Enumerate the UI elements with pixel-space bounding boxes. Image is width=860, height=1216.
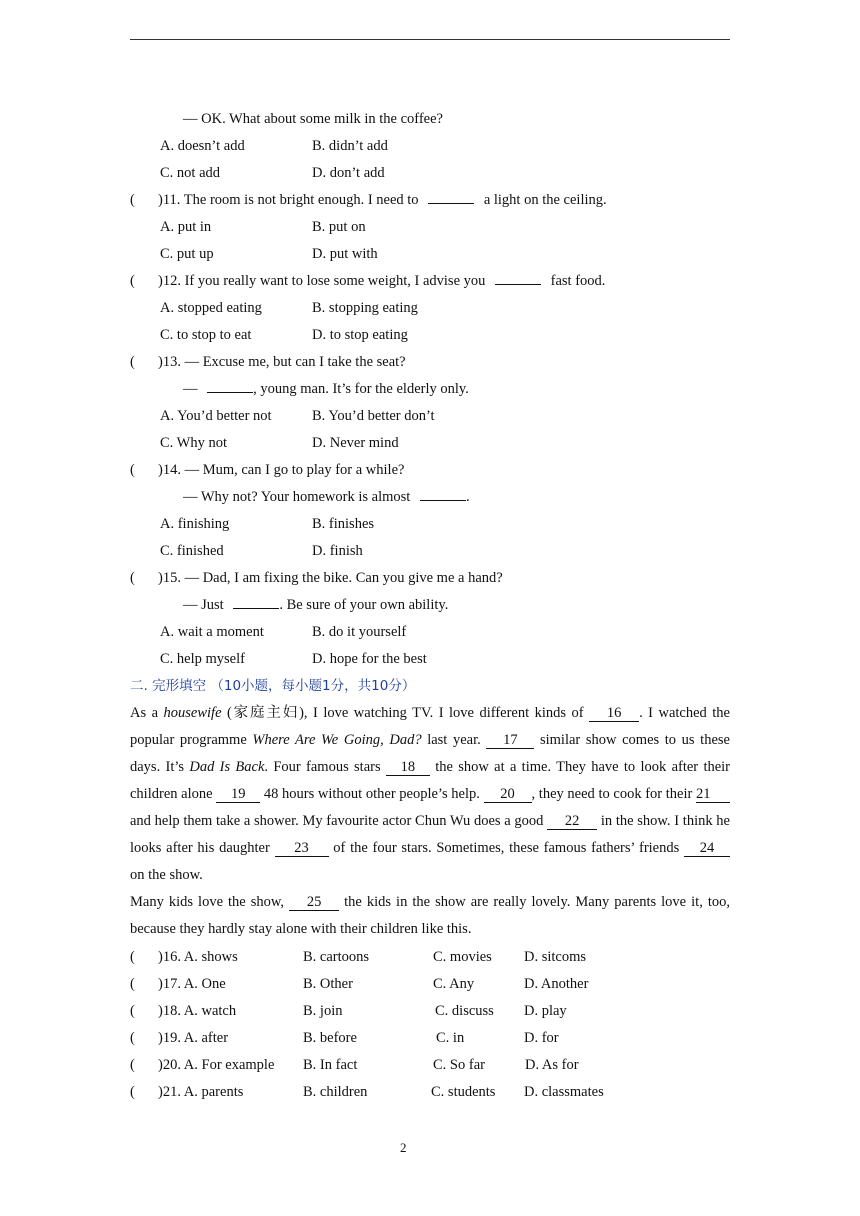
q21-option-c: C. students — [431, 1084, 496, 1100]
q12-stem — [158, 272, 605, 290]
q17-option-b: B. Other — [303, 976, 353, 992]
q16-option-d: D. sitcoms — [524, 949, 587, 965]
q21-option-a: )21. A. parents — [158, 1084, 244, 1100]
q14-option-b: B. finishes — [312, 516, 375, 532]
passage-text: 48 hours without other people’s help. — [260, 786, 484, 802]
passage-text: Many kids love the show, — [130, 894, 290, 910]
q18-option-c: C. discuss — [435, 1003, 494, 1019]
q15-line2-pre: — Just — [183, 597, 224, 613]
page-number: 2 — [400, 1140, 407, 1155]
q12-option-a: A. stopped eating — [160, 300, 262, 316]
q18-answer-paren[interactable]: ( — [130, 1003, 135, 1019]
q20-option-a: )20. A. For example — [158, 1057, 275, 1073]
q15-blank — [233, 608, 279, 609]
cloze-passage-paragraph-1 — [130, 700, 730, 889]
q17-answer-paren[interactable]: ( — [130, 976, 135, 992]
q14-option-d: D. finish — [312, 543, 363, 559]
passage-italic-housewife: housewife — [163, 705, 222, 721]
q10-option-c: C. not add — [160, 165, 221, 181]
q13-option-d: D. Never mind — [312, 435, 399, 451]
cloze-blank-17: 17 — [486, 732, 534, 749]
passage-text: , they need to cook for their — [531, 786, 697, 802]
q12-stem-post: fast food. — [550, 273, 606, 289]
q13-line-1: )13. — Excuse me, but can I take the seat? — [158, 354, 406, 370]
q13-option-c: C. Why not — [160, 435, 227, 451]
q10-option-b: B. didn’t add — [312, 138, 388, 154]
q10-dialogue-line: — OK. What about some milk in the coffee? — [183, 111, 443, 127]
q20-option-b: B. In fact — [303, 1057, 358, 1073]
q12-stem-pre: )12. If you really want to lose some weight, I advise you — [158, 273, 486, 289]
passage-text: (家庭主妇), I love watching TV. I love different kinds of — [221, 705, 590, 721]
q18-option-b: B. join — [303, 1003, 343, 1019]
q11-option-b: B. put on — [312, 219, 366, 235]
q13-blank — [207, 392, 253, 393]
q19-option-d: D. for — [524, 1030, 559, 1046]
q16-option-b: B. cartoons — [303, 949, 370, 965]
q12-answer-paren[interactable]: ( — [130, 273, 135, 289]
cloze-blank-23: 23 — [275, 840, 329, 857]
q20-option-d: D. As for — [525, 1057, 579, 1073]
q12-option-d: D. to stop eating — [312, 327, 408, 343]
cloze-blank-16: 16 — [589, 705, 639, 722]
header-rule — [130, 39, 730, 40]
q11-stem-post: a light on the ceiling. — [483, 192, 607, 208]
q14-answer-paren[interactable]: ( — [130, 462, 135, 478]
q14-line2-pre: — Why not? Your homework is almost — [183, 489, 411, 505]
q16-option-a: )16. A. shows — [158, 949, 238, 965]
q20-answer-paren[interactable]: ( — [130, 1057, 135, 1073]
q18-option-d: D. play — [524, 1003, 567, 1019]
q14-option-a: A. finishing — [160, 516, 230, 532]
q17-option-d: D. Another — [524, 976, 589, 992]
q15-answer-paren[interactable]: ( — [130, 570, 135, 586]
passage-text: . Four famous stars — [264, 759, 386, 775]
q12-blank — [495, 284, 541, 285]
q19-option-c: C. in — [436, 1030, 465, 1046]
q15-line-2 — [183, 596, 448, 614]
q10-option-a: A. doesn’t add — [160, 138, 245, 154]
q20-option-c: C. So far — [433, 1057, 485, 1073]
q13-line-2 — [183, 380, 469, 398]
q13-answer-paren[interactable]: ( — [130, 354, 135, 370]
q18-option-a: )18. A. watch — [158, 1003, 237, 1019]
q12-option-b: B. stopping eating — [312, 300, 418, 316]
passage-text: . I watched the popular programme — [130, 705, 730, 748]
cloze-blank-22: 22 — [547, 813, 597, 830]
q14-line2-post: . — [465, 489, 470, 505]
q11-option-d: D. put with — [312, 246, 378, 262]
passage-italic-show-title-2: Dad Is Back — [189, 759, 265, 775]
q11-blank — [428, 203, 474, 204]
q14-option-c: C. finished — [160, 543, 224, 559]
q14-line-1: )14. — Mum, can I go to play for a while? — [158, 462, 405, 478]
q16-option-c: C. movies — [433, 949, 492, 965]
cloze-blank-21: 21 — [696, 786, 730, 803]
q12-option-c: C. to stop to eat — [160, 327, 252, 343]
q16-answer-paren[interactable]: ( — [130, 949, 135, 965]
q21-option-d: D. classmates — [524, 1084, 604, 1100]
q13-option-a: A. You’d better not — [160, 408, 272, 424]
q10-option-d: D. don’t add — [312, 165, 385, 181]
cloze-blank-25: 25 — [289, 894, 339, 911]
cloze-blank-24: 24 — [684, 840, 730, 857]
passage-text: the kids in the show are really lovely. Many parents love it, too, because they hardly stay alone with their children like this. — [130, 894, 730, 937]
q21-option-b: B. children — [303, 1084, 368, 1100]
q15-option-d: D. hope for the best — [312, 651, 427, 667]
q13-line2-pre: — — [183, 381, 198, 397]
q14-line-2 — [183, 488, 470, 506]
q19-option-b: B. before — [303, 1030, 357, 1046]
passage-italic-show-title-1: Where Are We Going, Dad? — [252, 732, 422, 748]
q15-option-b: B. do it yourself — [312, 624, 407, 640]
passage-text: in the show. I think he looks after his daughter — [130, 813, 730, 856]
q21-answer-paren[interactable]: ( — [130, 1084, 135, 1100]
cloze-blank-18: 18 — [386, 759, 430, 776]
q11-option-a: A. put in — [160, 219, 212, 235]
q15-option-c: C. help myself — [160, 651, 245, 667]
q17-option-c: C. Any — [433, 976, 475, 992]
q15-line2-post: . Be sure of your own ability. — [279, 597, 449, 613]
passage-text: of the four stars. Sometimes, these famous fathers’ friends — [328, 840, 684, 856]
q15-line-1: )15. — Dad, I am fixing the bike. Can you give me a hand? — [158, 570, 503, 586]
passage-text: and help them take a shower. My favourite actor Chun Wu does a good — [130, 813, 548, 829]
q11-stem — [158, 191, 607, 209]
q15-option-a: A. wait a moment — [160, 624, 264, 640]
q17-option-a: )17. A. One — [158, 976, 226, 992]
passage-text: the show at a time. They have to look after their children alone — [130, 759, 731, 802]
q11-option-c: C. put up — [160, 246, 214, 262]
q11-answer-paren[interactable]: ( — [130, 192, 135, 208]
cloze-blank-20: 20 — [484, 786, 532, 803]
q14-blank — [420, 500, 466, 501]
passage-text: As a — [130, 705, 164, 721]
q13-line2-post: , young man. It’s for the elderly only. — [253, 381, 469, 397]
passage-text: similar show comes to us these days. It’s — [130, 732, 730, 775]
q11-stem-pre: )11. The room is not bright enough. I need to — [158, 192, 419, 208]
q13-option-b: B. You’d better don’t — [312, 408, 435, 424]
q19-answer-paren[interactable]: ( — [130, 1030, 135, 1046]
passage-text: last year. — [421, 732, 487, 748]
cloze-passage-paragraph-2 — [130, 889, 730, 943]
q19-option-a: )19. A. after — [158, 1030, 229, 1046]
cloze-blank-19: 19 — [216, 786, 260, 803]
passage-text: on the show. — [130, 867, 203, 883]
section-heading-cloze: 二. 完形填空 （10小题，每小题1分，共10分） — [130, 678, 416, 694]
